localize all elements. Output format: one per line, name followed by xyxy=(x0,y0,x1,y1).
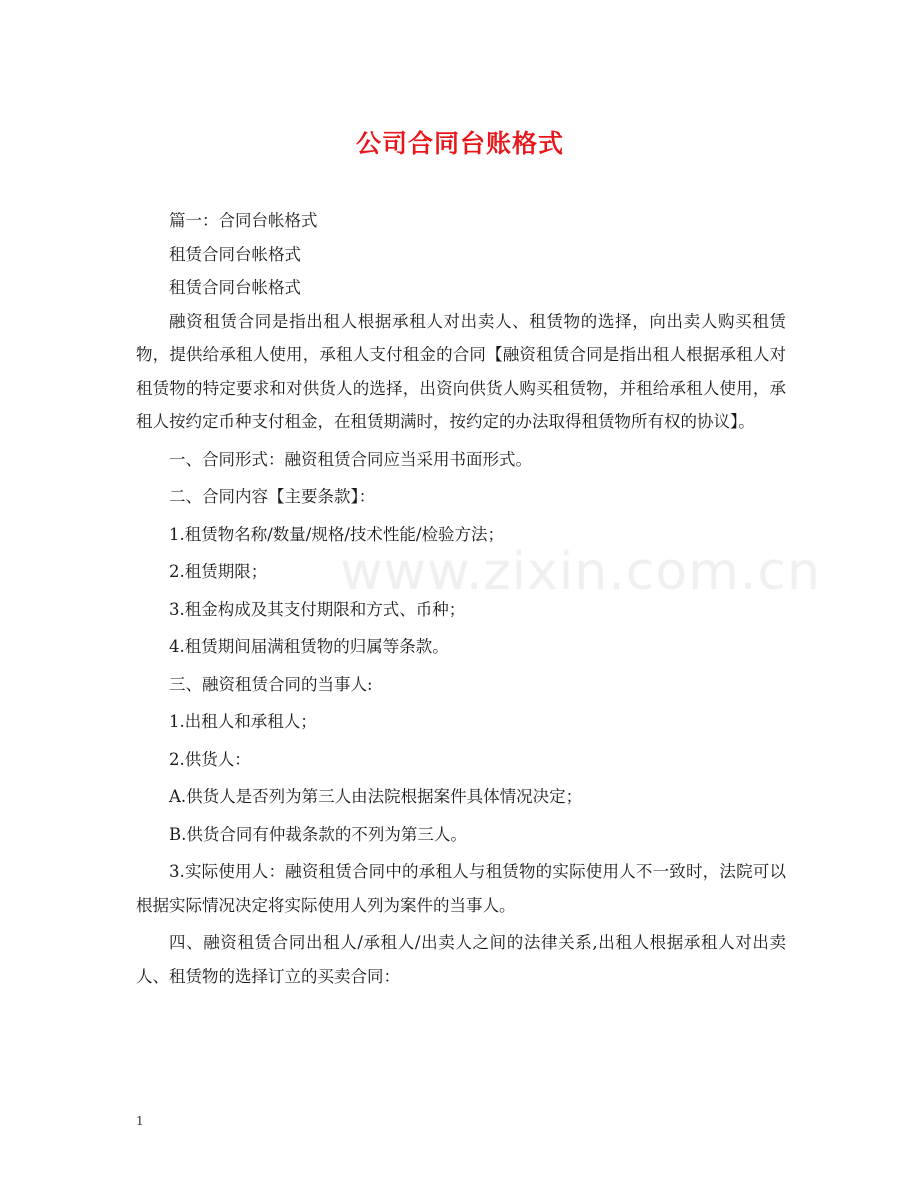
paragraph-section-heading: 篇一：合同台帐格式 xyxy=(169,211,318,230)
paragraph-contract-form: 一、合同形式：融资租赁合同应当采用书面形式。 xyxy=(169,449,532,469)
paragraph-subtitle: 租赁合同台帐格式 xyxy=(169,244,301,264)
paragraph-subtitle: 租赁合同台帐格式 xyxy=(169,278,301,297)
watermark-text: www.zixin.com.cn xyxy=(340,542,821,602)
document-title: 公司合同台账格式 xyxy=(355,129,564,158)
list-item: 3.租金构成及其支付期限和方式、币种； xyxy=(169,599,466,619)
paragraph-legal-relationship: 四、融资租赁合同出租人/承租人/出卖人之间的法律关系,出租人根据承租人对出卖人、租赁物的选择订立的买卖合同： xyxy=(136,933,786,986)
page-number: 1 xyxy=(136,1114,144,1128)
paragraph-contract-content: 二、合同内容【主要条款】： xyxy=(169,487,376,506)
list-item: B.供货合同有仲裁条款的不列为第三人。 xyxy=(169,824,467,844)
list-item: 2.租赁期限； xyxy=(169,562,268,581)
paragraph-definition: 融资租赁合同是指出租人根据承租人对出卖人、租赁物的选择，向出卖人购买租赁物，提供给承租人使用，承租人支付租金的合同【融资租赁合同是指出租人根据承租人对租赁物的特定要求和对供货人的选择，出资向供货人购买租赁物，并租给承租人使用，承租人按约定币种支付租金，在租赁期满时，按约定的办法取得租赁物所有权的协议】。 xyxy=(136,311,786,431)
list-item: A.供货人是否列为第三人由法院根据案件具体情况决定； xyxy=(169,787,583,806)
list-item: 4.租赁期间届满租赁物的归属等条款。 xyxy=(169,637,449,656)
list-item: 3.实际使用人：融资租赁合同中的承租人与租赁物的实际使用人不一致时，法院可以根据实际情况决定将实际使用人列为案件的当事人。 xyxy=(136,862,786,915)
list-item: 2.供货人： xyxy=(169,749,251,769)
list-item: 1.租赁物名称/数量/规格/技术性能/检验方法； xyxy=(169,524,504,544)
list-item: 1.出租人和承租人； xyxy=(169,712,317,731)
paragraph-parties: 三、融资租赁合同的当事人: xyxy=(169,674,373,694)
document-body xyxy=(136,204,786,993)
